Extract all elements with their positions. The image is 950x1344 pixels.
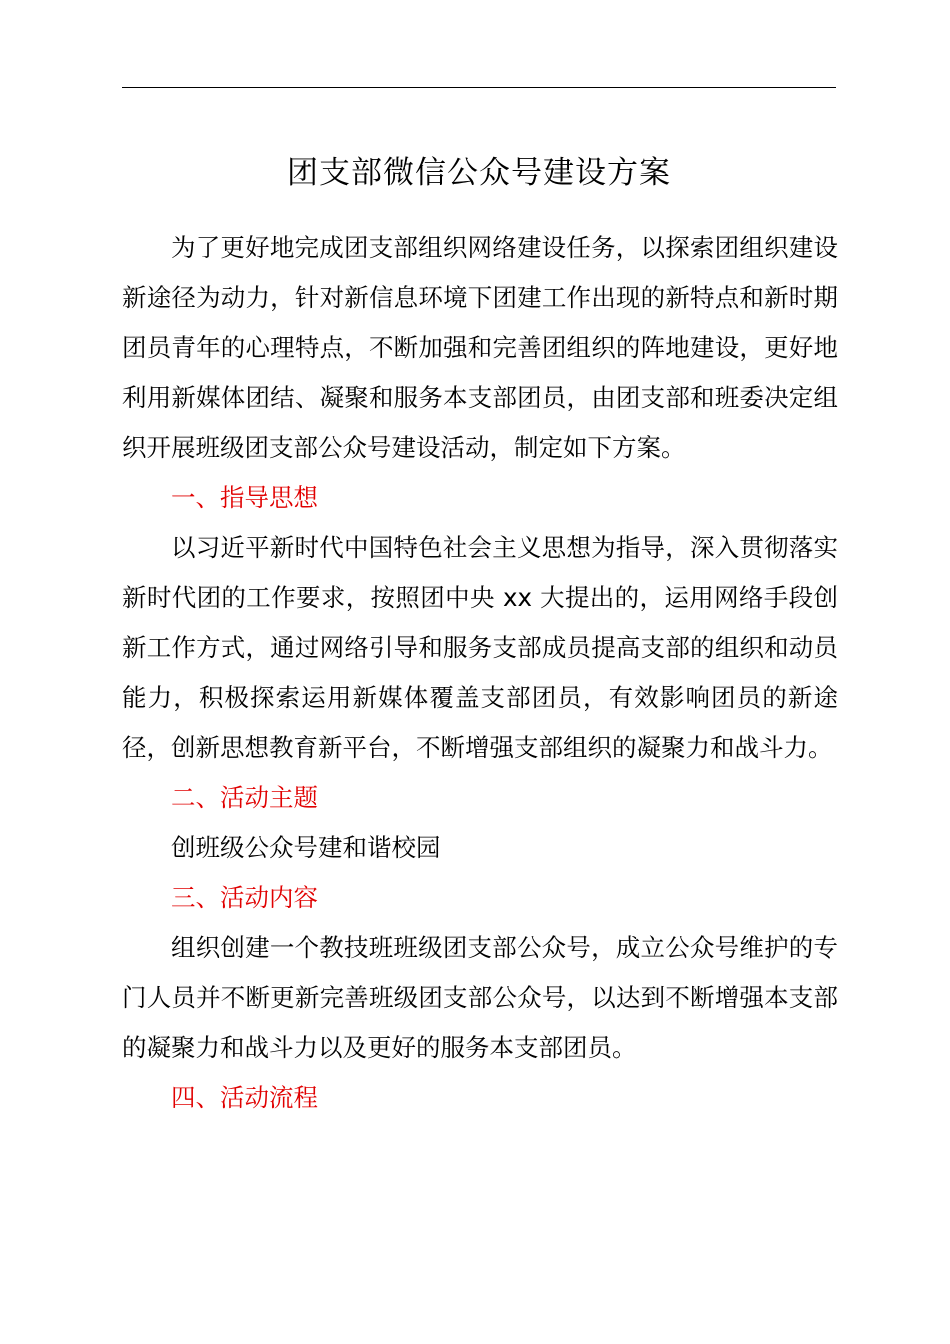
activity-content-paragraph: 组织创建一个教技班班级团支部公众号，成立公众号维护的专门人员并不断更新完善班级团支部公众号，以达到不断增强本支部的凝聚力和战斗力以及更好的服务本支部团员。 (122, 933, 838, 1062)
section-heading-guiding-ideology: 一、指导思想 (171, 483, 318, 512)
activity-theme-paragraph: 创班级公众号建和谐校园 (171, 833, 441, 862)
document-title: 团支部微信公众号建设方案 (287, 155, 671, 191)
guiding-ideology-paragraph: 以习近平新时代中国特色社会主义思想为指导，深入贯彻落实新时代团的工作要求，按照团中央 xx 大提出的，运用网络手段创新工作方式，通过网络引导和服务支部成员提高支部的组织和动员能力，积极探索运用新媒体覆盖支部团员，有效影响团员的新途径，创新思想教育新平台，不断增强支部组织的凝聚力和战斗力。 (122, 533, 838, 762)
section-heading-activity-theme: 二、活动主题 (171, 783, 318, 812)
section-heading-activity-content: 三、活动内容 (171, 883, 318, 912)
header-rule (122, 87, 836, 88)
document-body (122, 223, 838, 1123)
section-heading-activity-process: 四、活动流程 (171, 1083, 318, 1112)
intro-paragraph: 为了更好地完成团支部组织网络建设任务，以探索团组织建设新途径为动力，针对新信息环境下团建工作出现的新特点和新时期团员青年的心理特点，不断加强和完善团组织的阵地建设，更好地利用新媒体团结、凝聚和服务本支部团员，由团支部和班委决定组织开展班级团支部公众号建设活动，制定如下方案。 (122, 233, 838, 462)
